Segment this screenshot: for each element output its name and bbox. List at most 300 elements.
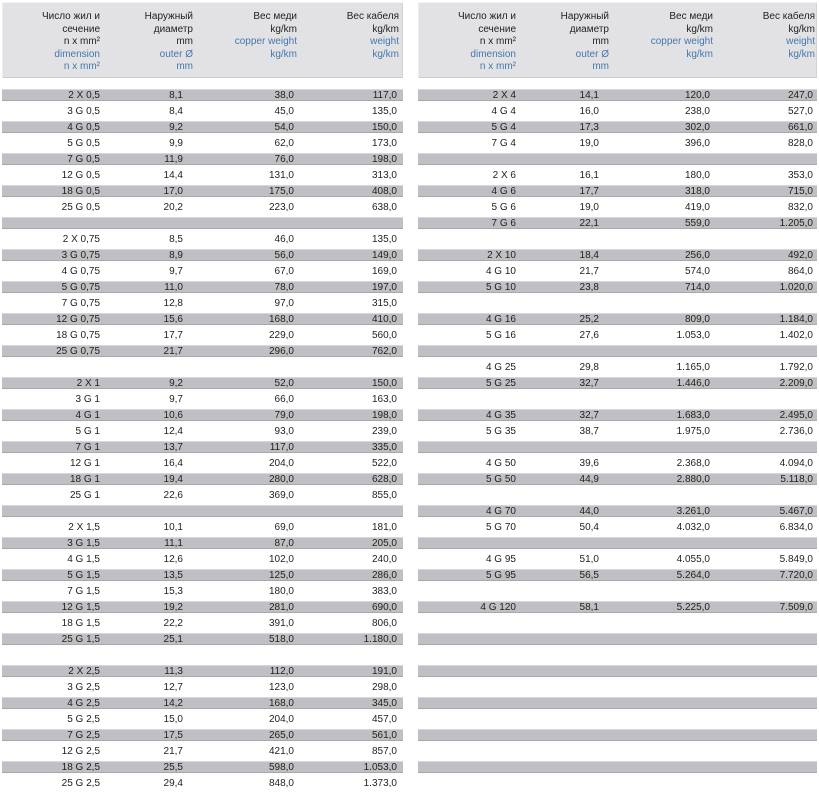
copper-weight-cell: 256,0 xyxy=(684,249,710,261)
separator-row xyxy=(418,727,817,743)
separator-row xyxy=(418,679,817,695)
dimension-cell: 25 G 0,5 xyxy=(61,201,100,213)
separator-row xyxy=(418,775,817,791)
table-row xyxy=(2,759,403,775)
dimension-cell: 4 G 0,75 xyxy=(61,265,100,277)
outer-diameter-cell: 12,6 xyxy=(163,553,183,565)
dimension-cell: 3 G 1,5 xyxy=(67,537,100,549)
table-row xyxy=(2,727,403,743)
cable-weight-cell: 239,0 xyxy=(371,425,397,437)
column-header-outer-diameter xyxy=(516,11,609,78)
copper-weight-cell: 52,0 xyxy=(274,377,294,389)
dimension-cell: 25 G 2,5 xyxy=(61,777,100,789)
separator-row xyxy=(418,439,817,455)
table-row xyxy=(2,311,403,327)
copper-weight-cell: 112,0 xyxy=(269,665,294,677)
dimension-cell: 12 G 0,75 xyxy=(56,313,100,325)
copper-weight-cell: 204,0 xyxy=(268,713,294,725)
table-row xyxy=(2,663,403,679)
copper-weight-cell: 296,0 xyxy=(268,345,294,357)
outer-diameter-cell: 13,5 xyxy=(163,569,183,581)
table-row xyxy=(418,567,817,583)
copper-weight-cell: 318,0 xyxy=(684,185,710,197)
separator-row xyxy=(418,487,817,503)
outer-diameter-cell: 20,2 xyxy=(163,201,183,213)
column-header-line-en: copper weight xyxy=(650,36,713,48)
cable-weight-cell: 5.849,0 xyxy=(779,553,813,565)
copper-weight-cell: 2.880,0 xyxy=(676,473,710,485)
copper-weight-cell: 120,0 xyxy=(684,89,710,101)
table-row xyxy=(2,551,403,567)
table-row xyxy=(2,231,403,247)
dimension-cell: 4 G 2,5 xyxy=(67,697,100,709)
table-row xyxy=(418,407,817,423)
table-row xyxy=(418,279,817,295)
cable-weight-cell: 828,0 xyxy=(787,137,813,149)
copper-weight-cell: 809,0 xyxy=(684,313,710,325)
dimension-cell: 3 G 0,75 xyxy=(61,249,100,261)
separator-row xyxy=(418,695,817,711)
outer-diameter-cell: 17,7 xyxy=(579,185,599,197)
cable-weight-cell: 561,0 xyxy=(371,729,397,741)
table-row xyxy=(2,695,403,711)
copper-weight-cell: 125,0 xyxy=(268,569,294,581)
dimension-cell: 12 G 1,5 xyxy=(61,601,100,613)
table-row xyxy=(2,679,403,695)
copper-weight-cell: 102,0 xyxy=(268,553,294,565)
copper-weight-cell: 4.055,0 xyxy=(676,553,710,565)
table-row xyxy=(2,295,403,311)
copper-weight-cell: 123,0 xyxy=(268,681,294,693)
column-header-line: kg/km xyxy=(788,23,815,35)
dimension-cell: 4 G 16 xyxy=(485,313,516,325)
cable-weight-cell: 1.053,0 xyxy=(363,761,397,773)
copper-weight-cell: 66,0 xyxy=(274,393,294,405)
outer-diameter-cell: 18,4 xyxy=(579,249,599,261)
outer-diameter-cell: 17,0 xyxy=(163,185,183,197)
outer-diameter-cell: 12,7 xyxy=(163,681,183,693)
column-header-line-en: outer Ø xyxy=(575,48,609,60)
column-header-line-en: copper weight xyxy=(234,36,297,48)
dimension-cell: 2 X 2,5 xyxy=(68,665,100,677)
table-row xyxy=(418,103,817,119)
table-row xyxy=(418,199,817,215)
dimension-cell: 5 G 25 xyxy=(485,377,516,389)
cable-weight-cell: 2.209,0 xyxy=(779,377,813,389)
dimension-cell: 4 G 1,5 xyxy=(67,553,100,565)
table-header-left xyxy=(2,2,403,78)
separator-row xyxy=(2,359,403,375)
outer-diameter-cell: 14,2 xyxy=(163,697,183,709)
outer-diameter-cell: 25,1 xyxy=(163,633,183,645)
table-row xyxy=(2,567,403,583)
cable-weight-cell: 522,0 xyxy=(371,457,397,469)
cable-weight-cell: 2.495,0 xyxy=(779,409,813,421)
outer-diameter-cell: 17,5 xyxy=(163,729,183,741)
outer-diameter-cell: 29,4 xyxy=(163,777,183,789)
copper-weight-cell: 229,0 xyxy=(268,329,294,341)
table-row xyxy=(2,343,403,359)
outer-diameter-cell: 8,9 xyxy=(169,249,183,261)
outer-diameter-cell: 17,3 xyxy=(579,121,599,133)
outer-diameter-cell: 44,0 xyxy=(579,505,599,517)
outer-diameter-cell: 9,9 xyxy=(169,137,183,149)
outer-diameter-cell: 21,7 xyxy=(163,745,183,757)
dimension-cell: 5 G 2,5 xyxy=(67,713,100,725)
copper-weight-cell: 175,0 xyxy=(268,185,294,197)
column-header-line-en: outer Ø xyxy=(159,48,193,60)
cable-weight-cell: 198,0 xyxy=(371,409,397,421)
cable-weight-cell: 5.467,0 xyxy=(779,505,813,517)
dimension-cell: 4 G 1 xyxy=(75,409,100,421)
dimension-cell: 4 G 35 xyxy=(485,409,516,421)
dimension-cell: 2 X 6 xyxy=(492,169,516,181)
copper-weight-cell: 168,0 xyxy=(268,697,294,709)
outer-diameter-cell: 21,7 xyxy=(579,265,599,277)
column-header-line-en: n x mm² xyxy=(479,61,516,73)
cable-weight-cell: 197,0 xyxy=(371,281,397,293)
copper-weight-cell: 69,0 xyxy=(274,521,294,533)
table-row xyxy=(418,551,817,567)
dimension-cell: 12 G 1 xyxy=(69,457,100,469)
dimension-cell: 7 G 1 xyxy=(75,441,100,453)
dimension-cell: 4 G 6 xyxy=(491,185,516,197)
table-body-left xyxy=(2,87,403,791)
dimension-cell: 2 X 0,75 xyxy=(62,233,100,245)
cable-weight-cell: 638,0 xyxy=(371,201,397,213)
column-header-line-en: kg/km xyxy=(788,48,815,60)
copper-weight-cell: 714,0 xyxy=(684,281,710,293)
copper-weight-cell: 5.225,0 xyxy=(676,601,710,613)
table-row xyxy=(418,87,817,103)
table-row xyxy=(2,391,403,407)
table-row xyxy=(418,247,817,263)
separator-row xyxy=(418,151,817,167)
cable-weight-cell: 1.402,0 xyxy=(779,329,813,341)
table-header-right xyxy=(418,2,817,78)
table-row xyxy=(2,455,403,471)
dimension-cell: 2 X 10 xyxy=(487,249,516,261)
cable-weight-cell: 298,0 xyxy=(371,681,397,693)
outer-diameter-cell: 22,6 xyxy=(163,489,183,501)
table-row xyxy=(2,615,403,631)
copper-weight-cell: 1.165,0 xyxy=(676,361,710,373)
dimension-cell: 4 G 0,5 xyxy=(67,121,100,133)
cable-weight-cell: 353,0 xyxy=(787,169,813,181)
cable-weight-cell: 864,0 xyxy=(787,265,813,277)
column-header-line: mm xyxy=(592,36,609,48)
table-row xyxy=(2,87,403,103)
copper-weight-cell: 45,0 xyxy=(274,105,294,117)
outer-diameter-cell: 11,0 xyxy=(164,281,183,293)
dimension-cell: 5 G 0,75 xyxy=(61,281,100,293)
cable-weight-cell: 1.205,0 xyxy=(779,217,813,229)
copper-weight-cell: 180,0 xyxy=(268,585,294,597)
table-row xyxy=(2,279,403,295)
table-row xyxy=(418,263,817,279)
cable-weight-cell: 560,0 xyxy=(371,329,397,341)
dimension-cell: 5 G 95 xyxy=(485,569,516,581)
copper-weight-cell: 281,0 xyxy=(268,601,294,613)
column-header-line: Число жил и xyxy=(41,11,100,22)
separator-row xyxy=(418,759,817,775)
dimension-cell: 5 G 1,5 xyxy=(67,569,100,581)
cable-weight-cell: 7.720,0 xyxy=(779,569,813,581)
cable-weight-cell: 383,0 xyxy=(371,585,397,597)
cable-weight-cell: 181,0 xyxy=(371,521,397,533)
dimension-cell: 5 G 1 xyxy=(75,425,100,437)
cable-weight-cell: 173,0 xyxy=(371,137,397,149)
table-row xyxy=(418,599,817,615)
outer-diameter-cell: 15,0 xyxy=(163,713,183,725)
copper-weight-cell: 2.368,0 xyxy=(676,457,710,469)
table-row xyxy=(2,327,403,343)
table-row xyxy=(2,247,403,263)
column-header-line-en: weight xyxy=(370,36,399,48)
copper-weight-cell: 1.683,0 xyxy=(676,409,710,421)
cable-weight-cell: 1.184,0 xyxy=(779,313,813,325)
outer-diameter-cell: 56,5 xyxy=(579,569,599,581)
cable-weight-cell: 1.792,0 xyxy=(779,361,813,373)
cable-weight-cell: 150,0 xyxy=(371,377,397,389)
outer-diameter-cell: 19,0 xyxy=(579,201,599,213)
table-row xyxy=(418,183,817,199)
copper-weight-cell: 38,0 xyxy=(274,89,294,101)
column-header-line: сечение xyxy=(62,23,100,35)
cable-weight-cell: 169,0 xyxy=(371,265,397,277)
outer-diameter-cell: 21,7 xyxy=(163,345,183,357)
copper-weight-cell: 56,0 xyxy=(274,249,294,261)
cable-weight-cell: 1.180,0 xyxy=(363,633,397,645)
dimension-cell: 7 G 2,5 xyxy=(67,729,100,741)
dimension-cell: 25 G 1 xyxy=(69,489,100,501)
copper-weight-cell: 302,0 xyxy=(684,121,710,133)
table-row xyxy=(2,119,403,135)
cable-weight-cell: 135,0 xyxy=(371,105,397,117)
dimension-cell: 7 G 6 xyxy=(491,217,516,229)
copper-weight-cell: 67,0 xyxy=(274,265,294,277)
dimension-cell: 2 X 1,5 xyxy=(68,521,100,533)
dimension-cell: 2 X 4 xyxy=(492,89,516,101)
table-row xyxy=(2,487,403,503)
cable-weight-cell: 6.834,0 xyxy=(779,521,813,533)
copper-weight-cell: 5.264,0 xyxy=(676,569,710,581)
column-header-cable-weight xyxy=(715,11,815,78)
cable-weight-cell: 690,0 xyxy=(371,601,397,613)
outer-diameter-cell: 10,1 xyxy=(163,521,183,533)
outer-diameter-cell: 25,2 xyxy=(579,313,599,325)
column-header-line: Наружный xyxy=(560,11,609,22)
table-row xyxy=(418,375,817,391)
outer-diameter-cell: 22,2 xyxy=(163,617,183,629)
table-row xyxy=(418,423,817,439)
column-header-line-en: n x mm² xyxy=(63,61,100,73)
outer-diameter-cell: 13,7 xyxy=(163,441,183,453)
column-header-line: n x mm² xyxy=(63,36,100,48)
table-row xyxy=(2,183,403,199)
table-row xyxy=(418,119,817,135)
cable-weight-cell: 628,0 xyxy=(371,473,397,485)
copper-weight-cell: 848,0 xyxy=(268,777,294,789)
copper-weight-cell: 87,0 xyxy=(274,537,294,549)
copper-weight-cell: 4.032,0 xyxy=(676,521,710,533)
copper-weight-cell: 280,0 xyxy=(268,473,294,485)
outer-diameter-cell: 14,1 xyxy=(579,89,599,101)
dimension-cell: 4 G 95 xyxy=(485,553,516,565)
dimension-cell: 12 G 0,5 xyxy=(61,169,100,181)
outer-diameter-cell: 8,4 xyxy=(169,105,183,117)
separator-row xyxy=(418,711,817,727)
dimension-cell: 3 G 0,5 xyxy=(67,105,100,117)
table-row xyxy=(418,311,817,327)
cable-weight-cell: 1.373,0 xyxy=(363,777,397,789)
cable-weight-cell: 149,0 xyxy=(371,249,397,261)
cable-weight-cell: 857,0 xyxy=(371,745,397,757)
outer-diameter-cell: 16,4 xyxy=(163,457,183,469)
cable-weight-cell: 335,0 xyxy=(371,441,397,453)
outer-diameter-cell: 15,6 xyxy=(163,313,183,325)
copper-weight-cell: 598,0 xyxy=(268,761,294,773)
outer-diameter-cell: 9,2 xyxy=(169,121,183,133)
table-row xyxy=(2,103,403,119)
column-header-line: Вес меди xyxy=(253,11,297,22)
dimension-cell: 5 G 35 xyxy=(485,425,516,437)
column-header-line: kg/km xyxy=(270,23,297,35)
outer-diameter-cell: 10,6 xyxy=(163,409,183,421)
copper-weight-cell: 3.261,0 xyxy=(676,505,710,517)
dimension-cell: 5 G 0,5 xyxy=(67,137,100,149)
separator-row xyxy=(2,503,403,519)
column-header-line: сечение xyxy=(478,23,516,35)
dimension-cell: 12 G 2,5 xyxy=(61,745,100,757)
outer-diameter-cell: 23,8 xyxy=(579,281,599,293)
dimension-cell: 7 G 4 xyxy=(491,137,516,149)
dimension-cell: 4 G 50 xyxy=(485,457,516,469)
cable-weight-cell: 715,0 xyxy=(787,185,813,197)
dimension-cell: 4 G 4 xyxy=(491,105,516,117)
outer-diameter-cell: 11,3 xyxy=(164,665,183,677)
cable-weight-cell: 855,0 xyxy=(371,489,397,501)
copper-weight-cell: 518,0 xyxy=(268,633,294,645)
copper-weight-cell: 204,0 xyxy=(268,457,294,469)
column-header-line-en: mm xyxy=(592,61,609,73)
cable-weight-cell: 527,0 xyxy=(787,105,813,117)
cable-weight-cell: 1.020,0 xyxy=(779,281,813,293)
column-header-line: Вес кабеля xyxy=(346,11,399,22)
outer-diameter-cell: 16,1 xyxy=(579,169,599,181)
copper-weight-cell: 238,0 xyxy=(684,105,710,117)
cable-table-right xyxy=(418,2,817,791)
column-header-line-en: kg/km xyxy=(270,48,297,60)
cable-weight-cell: 247,0 xyxy=(787,89,813,101)
outer-diameter-cell: 9,2 xyxy=(169,377,183,389)
copper-weight-cell: 78,0 xyxy=(274,281,294,293)
column-header-line: kg/km xyxy=(372,23,399,35)
outer-diameter-cell: 11,9 xyxy=(164,153,183,165)
column-header-line: mm xyxy=(176,36,193,48)
separator-row xyxy=(418,631,817,647)
dimension-cell: 4 G 70 xyxy=(485,505,516,517)
copper-weight-cell: 93,0 xyxy=(274,425,294,437)
separator-row xyxy=(418,231,817,247)
copper-weight-cell: 62,0 xyxy=(274,137,294,149)
table-row xyxy=(418,471,817,487)
dimension-cell: 25 G 0,75 xyxy=(56,345,100,357)
table-row xyxy=(2,151,403,167)
table-row xyxy=(2,423,403,439)
column-header-line: kg/km xyxy=(686,23,713,35)
copper-weight-cell: 1.446,0 xyxy=(676,377,710,389)
copper-weight-cell: 391,0 xyxy=(268,617,294,629)
column-header-line: Число жил и xyxy=(457,11,516,22)
copper-weight-cell: 168,0 xyxy=(268,313,294,325)
table-row xyxy=(418,455,817,471)
outer-diameter-cell: 11,1 xyxy=(164,537,183,549)
outer-diameter-cell: 32,7 xyxy=(579,377,599,389)
cable-weight-cell: 806,0 xyxy=(371,617,397,629)
column-header-line: n x mm² xyxy=(479,36,516,48)
outer-diameter-cell: 9,7 xyxy=(169,393,183,405)
table-row xyxy=(2,471,403,487)
copper-weight-cell: 54,0 xyxy=(274,121,294,133)
separator-row xyxy=(418,535,817,551)
dimension-cell: 2 X 0,5 xyxy=(68,89,100,101)
outer-diameter-cell: 22,1 xyxy=(579,217,599,229)
column-header-line-en: dimension xyxy=(54,48,100,60)
column-header-line: Наружный xyxy=(144,11,193,22)
outer-diameter-cell: 25,5 xyxy=(163,761,183,773)
outer-diameter-cell: 38,7 xyxy=(579,425,599,437)
copper-weight-cell: 97,0 xyxy=(274,297,294,309)
cable-weight-cell: 286,0 xyxy=(371,569,397,581)
table-row xyxy=(2,263,403,279)
cable-weight-cell: 492,0 xyxy=(787,249,813,261)
cable-weight-cell: 4.094,0 xyxy=(779,457,813,469)
cable-weight-cell: 198,0 xyxy=(371,153,397,165)
table-row xyxy=(2,535,403,551)
cable-weight-cell: 661,0 xyxy=(787,121,813,133)
table-row xyxy=(2,775,403,791)
outer-diameter-cell: 12,4 xyxy=(163,425,183,437)
column-header-line-en: kg/km xyxy=(686,48,713,60)
table-row xyxy=(418,503,817,519)
table-row xyxy=(418,135,817,151)
outer-diameter-cell: 16,0 xyxy=(579,105,599,117)
copper-weight-cell: 421,0 xyxy=(268,745,294,757)
dimension-cell: 3 G 1 xyxy=(75,393,100,405)
outer-diameter-cell: 44,9 xyxy=(579,473,599,485)
table-row xyxy=(2,583,403,599)
table-row xyxy=(2,631,403,647)
cable-weight-cell: 832,0 xyxy=(787,201,813,213)
table-row xyxy=(2,375,403,391)
dimension-cell: 7 G 0,75 xyxy=(61,297,100,309)
outer-diameter-cell: 19,2 xyxy=(163,601,183,613)
separator-row xyxy=(418,391,817,407)
column-header-line-en: dimension xyxy=(470,48,516,60)
dimension-cell: 18 G 0,75 xyxy=(56,329,100,341)
cable-weight-cell: 2.736,0 xyxy=(779,425,813,437)
cable-weight-cell: 315,0 xyxy=(371,297,397,309)
column-header-cable-weight xyxy=(299,11,399,78)
dimension-cell: 4 G 25 xyxy=(485,361,516,373)
separator-row xyxy=(418,663,817,679)
separator-row xyxy=(2,215,403,231)
column-header-line-en: weight xyxy=(786,36,815,48)
outer-diameter-cell: 27,6 xyxy=(579,329,599,341)
dimension-cell: 2 X 1 xyxy=(76,377,100,389)
copper-weight-cell: 559,0 xyxy=(684,217,710,229)
